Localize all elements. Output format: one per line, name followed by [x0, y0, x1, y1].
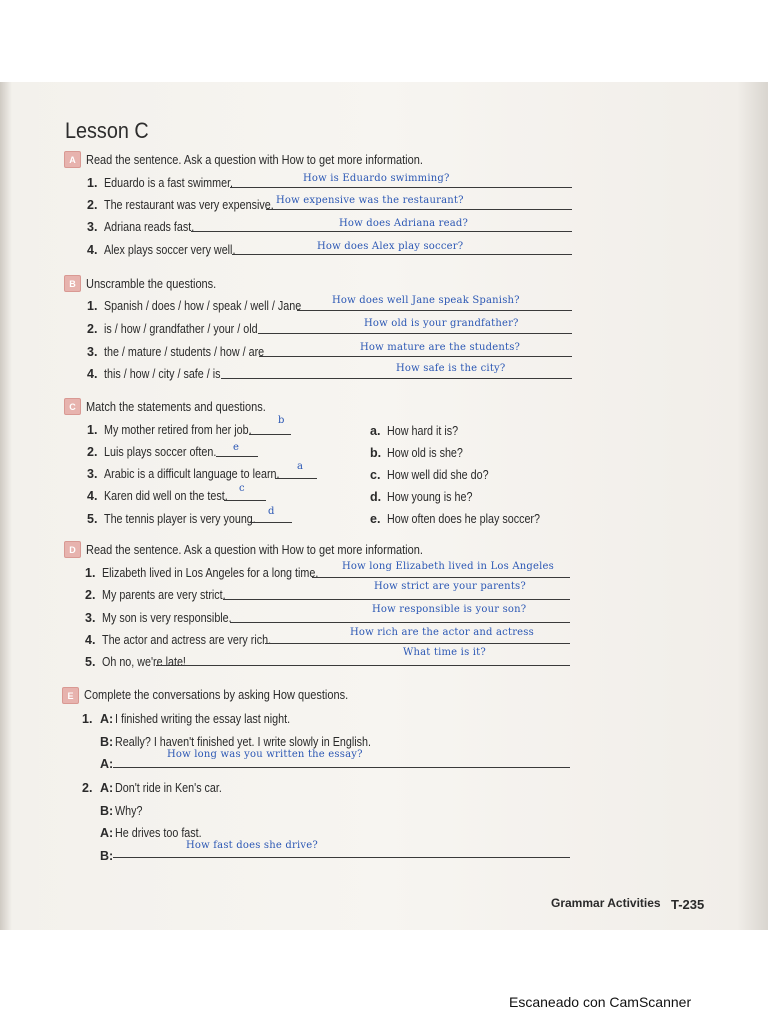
a4-stem: Alex plays soccer very well. [104, 243, 236, 257]
e1-number: 1. [82, 712, 93, 726]
a1-stem: Eduardo is a fast swimmer. [104, 176, 234, 190]
cq-a-text: How hard it is? [387, 424, 459, 438]
d5-answer: What time is it? [403, 647, 486, 658]
section-a-instruction: Read the sentence. Ask a question with How to get more information. [86, 153, 423, 167]
cq-c-letter: c. [370, 468, 381, 482]
b3-answer: How mature are the students? [360, 342, 521, 353]
c5-number: 5. [87, 512, 98, 526]
d5-stem: Oh no, we're late! [102, 655, 186, 669]
c2-answer-line [216, 456, 258, 457]
d1-number: 1. [85, 566, 96, 580]
cq-b-letter: b. [370, 446, 382, 460]
e2-speaker-b: B: [100, 804, 114, 818]
a2-stem: The restaurant was very expensive. [104, 198, 274, 212]
a4-number: 4. [87, 243, 98, 257]
a1-answer: How is Eduardo swimming? [303, 173, 450, 184]
d4-answer-line [265, 643, 570, 644]
c5-stem: The tennis player is very young. [104, 512, 256, 526]
a3-answer-line [191, 231, 572, 232]
e2-answer: How fast does she drive? [186, 840, 318, 851]
c2-number: 2. [87, 445, 98, 459]
e2-speaker-a2: A: [100, 826, 114, 840]
section-b-instruction: Unscramble the questions. [86, 277, 217, 291]
c4-answer-line [224, 500, 266, 501]
c4-stem: Karen did well on the test. [104, 489, 228, 503]
e2-speaker-b2: B: [100, 849, 114, 863]
e1-speaker-a2: A: [100, 757, 114, 771]
b4-number: 4. [87, 367, 98, 381]
c4-answer: c [239, 483, 245, 494]
cq-d-text: How young is he? [387, 490, 473, 504]
a1-answer-line [230, 187, 572, 188]
d1-answer: How long Elizabeth lived in Los Angeles [342, 561, 554, 572]
b2-answer: How old is your grandfather? [364, 318, 519, 329]
d5-number: 5. [85, 655, 96, 669]
b2-answer-line [258, 333, 572, 334]
b1-answer-line [297, 310, 572, 311]
d2-answer: How strict are your parents? [374, 581, 526, 592]
c3-answer-line [275, 478, 317, 479]
b4-answer-line [221, 378, 572, 379]
e2-answer-line [113, 857, 570, 858]
e2-number: 2. [82, 781, 93, 795]
e1-line-a: I finished writing the essay last night. [115, 712, 291, 726]
b3-answer-line [259, 356, 572, 357]
a2-number: 2. [87, 198, 98, 212]
c2-answer: e [233, 442, 239, 453]
c1-stem: My mother retired from her job. [104, 423, 252, 437]
d3-stem: My son is very responsible. [102, 611, 232, 625]
d3-number: 3. [85, 611, 96, 625]
section-a-badge: A [64, 151, 81, 168]
cq-a-letter: a. [370, 424, 381, 438]
section-e-instruction: Complete the conversations by asking How questions. [84, 688, 349, 702]
a4-answer-line [232, 254, 572, 255]
d3-answer-line [230, 622, 570, 623]
d1-answer-line [312, 577, 570, 578]
a3-number: 3. [87, 220, 98, 234]
cq-e-letter: e. [370, 512, 381, 526]
cq-e-text: How often does he play soccer? [387, 512, 540, 526]
d2-answer-line [223, 599, 570, 600]
a2-answer-line [266, 209, 572, 210]
c1-answer: b [278, 415, 285, 426]
c2-stem: Luis plays soccer often. [104, 445, 217, 459]
e1-speaker-a: A: [100, 712, 114, 726]
d4-number: 4. [85, 633, 96, 647]
e2-line-b: Why? [115, 804, 143, 818]
d3-answer: How responsible is your son? [372, 604, 527, 615]
section-d-instruction: Read the sentence. Ask a question with How to get more information. [86, 543, 423, 557]
d2-number: 2. [85, 588, 96, 602]
b2-number: 2. [87, 322, 98, 336]
d5-answer-line [156, 665, 570, 666]
b1-answer: How does well Jane speak Spanish? [332, 295, 520, 306]
e2-line-a: Don't ride in Ken's car. [115, 781, 222, 795]
footer-section-label: Grammar Activities [551, 896, 661, 910]
b3-number: 3. [87, 345, 98, 359]
a4-answer: How does Alex play soccer? [317, 241, 464, 252]
cq-d-letter: d. [370, 490, 382, 504]
scanner-watermark: Escaneado con CamScanner [509, 994, 692, 1010]
b2-stem: is / how / grandfather / your / old [104, 322, 258, 336]
section-b-badge: B [64, 275, 81, 292]
c5-answer: d [268, 506, 275, 517]
a1-number: 1. [87, 176, 98, 190]
c1-number: 1. [87, 423, 98, 437]
a3-stem: Adriana reads fast. [104, 220, 195, 234]
d1-stem: Elizabeth lived in Los Angeles for a long time. [102, 566, 319, 580]
b4-answer: How safe is the city? [396, 363, 506, 374]
d4-answer: How rich are the actor and actress [350, 627, 534, 638]
a3-answer: How does Adriana read? [339, 218, 469, 229]
c3-stem: Arabic is a difficult language to learn. [104, 467, 280, 481]
e2-line-a2: He drives too fast. [115, 826, 202, 840]
e1-speaker-b: B: [100, 735, 114, 749]
e1-line-b: Really? I haven't finished yet. I write slowly in English. [115, 735, 371, 749]
cq-b-text: How old is she? [387, 446, 463, 460]
d2-stem: My parents are very strict. [102, 588, 226, 602]
lesson-title: Lesson C [65, 118, 149, 143]
b3-stem: the / mature / students / how / are [104, 345, 265, 359]
section-c-badge: C [64, 398, 81, 415]
a2-answer: How expensive was the restaurant? [276, 195, 464, 206]
section-d-badge: D [64, 541, 81, 558]
c1-answer-line [249, 434, 291, 435]
e1-answer: How long was you written the essay? [167, 749, 363, 760]
e2-speaker-a: A: [100, 781, 114, 795]
section-c-instruction: Match the statements and questions. [86, 400, 266, 414]
c4-number: 4. [87, 489, 98, 503]
cq-c-text: How well did she do? [387, 468, 489, 482]
e1-answer-line [113, 767, 570, 768]
c3-number: 3. [87, 467, 98, 481]
b1-stem: Spanish / does / how / speak / well / Jane [104, 299, 302, 313]
d4-stem: The actor and actress are very rich. [102, 633, 272, 647]
page-number: T-235 [671, 897, 705, 912]
b1-number: 1. [87, 299, 98, 313]
c3-answer: a [297, 461, 303, 472]
c5-answer-line [250, 522, 292, 523]
section-e-badge: E [62, 687, 79, 704]
b4-stem: this / how / city / safe / is [104, 367, 221, 381]
